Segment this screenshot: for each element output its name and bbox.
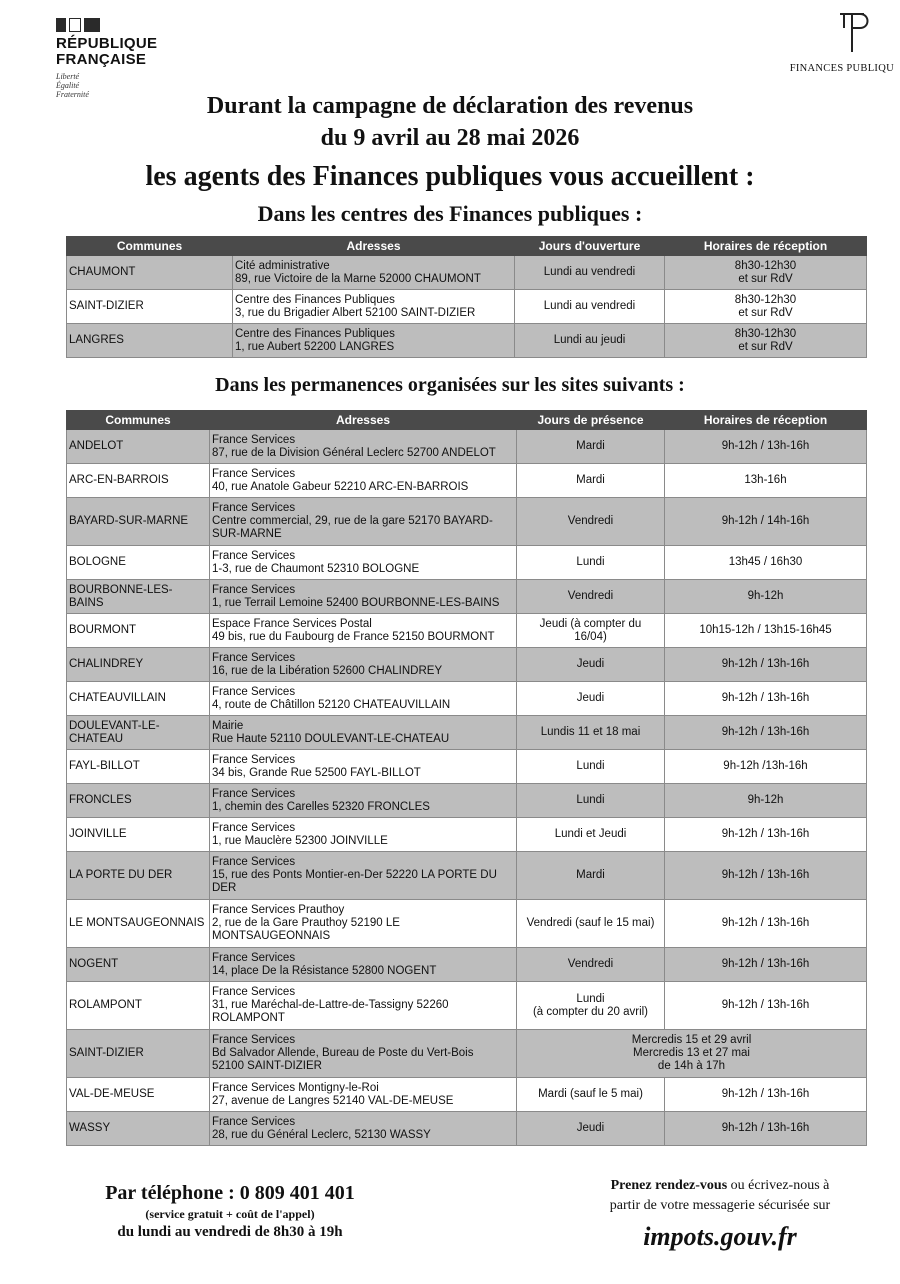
finances-publiques-logo xyxy=(790,10,894,74)
table-row xyxy=(67,648,867,682)
commune-line: CHATEAU xyxy=(69,732,124,745)
commune-cell: CHAUMONT xyxy=(67,256,233,290)
horaires-cell xyxy=(665,290,867,324)
commune-cell: ROLAMPONT xyxy=(67,982,210,1030)
address-line: France Services xyxy=(212,502,296,514)
jours-line: (à compter du 20 avril) xyxy=(532,1005,649,1018)
table-row xyxy=(67,464,867,498)
address-cell xyxy=(210,750,517,784)
jours-cell xyxy=(517,818,665,852)
address-cell xyxy=(210,818,517,852)
address-line: 1, rue Terrail Lemoine 52400 BOURBONNE-LES-BAINS xyxy=(212,596,500,609)
address-line: France Services xyxy=(212,821,296,834)
table-row xyxy=(67,818,867,852)
jours-line: Vendredi xyxy=(567,958,614,970)
jours-line: Jeudi xyxy=(576,1122,605,1134)
address-line: 52100 SAINT-DIZIER xyxy=(212,1060,322,1072)
address-cell xyxy=(210,1030,517,1078)
commune-cell: CHALINDREY xyxy=(67,648,210,682)
address-cell xyxy=(210,1078,517,1112)
address-cell xyxy=(210,982,517,1030)
address-line: 31, rue Maréchal-de-Lattre-de-Tassigny 52260 xyxy=(212,999,449,1011)
phone-number[interactable]: Par téléphone : 0 809 401 401 xyxy=(105,1182,355,1204)
address-line: 1-3, rue de Chaumont 52310 BOLOGNE xyxy=(212,562,420,575)
horaires-line: et sur RdV xyxy=(738,306,793,319)
address-cell xyxy=(210,498,517,546)
horaires-line: et sur RdV xyxy=(738,272,793,285)
address-line: 27, avenue de Langres 52140 VAL-DE-MEUSE xyxy=(212,1094,454,1107)
table-row xyxy=(67,682,867,716)
address-cell xyxy=(210,716,517,750)
commune-cell: BAYARD-SUR-MARNE xyxy=(67,498,210,546)
address-line: Bd Salvador Allende, Bureau de Poste du Vert-Bois xyxy=(212,1047,474,1059)
address-line: 89, rue Victoire de la Marne 52000 CHAUMONT xyxy=(235,272,481,285)
address-line: France Services xyxy=(212,583,296,596)
commune-cell: VAL-DE-MEUSE xyxy=(67,1078,210,1112)
horaires-cell: 9h-12h / 13h-16h xyxy=(665,682,867,716)
rf-motto-fraternite: Fraternité xyxy=(56,90,89,99)
table-row xyxy=(67,900,867,948)
horaires-cell: 9h-12h / 13h-16h xyxy=(665,852,867,900)
address-line: 14, place De la Résistance 52800 NOGENT xyxy=(212,964,437,977)
col-header-horaires: Horaires de réception xyxy=(665,237,867,256)
address-line: Mairie xyxy=(212,719,244,732)
address-line: France Services xyxy=(212,856,296,868)
address-cell xyxy=(210,648,517,682)
address-line: France Services xyxy=(212,951,296,964)
jours-line: Lundi xyxy=(576,556,605,568)
jours-cell: Lundi au jeudi xyxy=(515,324,665,358)
title-line-1: Durant la campagne de déclaration des revenus xyxy=(206,93,694,119)
commune-cell: CHATEAUVILLAIN xyxy=(67,682,210,716)
address-line: France Services Montigny-le-Roi xyxy=(212,1081,379,1094)
jours-cell xyxy=(517,1078,665,1112)
jours-line: Vendredi xyxy=(567,515,614,527)
table-row xyxy=(67,1112,867,1146)
rdv-bold: Prenez rendez-vous xyxy=(610,1178,728,1193)
jours-cell: Lundi au vendredi xyxy=(515,290,665,324)
commune-cell: SAINT-DIZIER xyxy=(67,1030,210,1078)
jours-cell xyxy=(517,648,665,682)
table-row xyxy=(67,430,867,464)
commune-cell: WASSY xyxy=(67,1112,210,1146)
section-centres-title: Dans les centres des Finances publiques : xyxy=(257,201,643,226)
address-line: France Services xyxy=(212,753,296,766)
horaires-cell xyxy=(665,324,867,358)
horaires-cell: 9h-12h /13h-16h xyxy=(665,750,867,784)
col-header-communes: Communes xyxy=(67,411,210,430)
jours-cell xyxy=(517,682,665,716)
address-line: 40, rue Anatole Gabeur 52210 ARC-EN-BARROIS xyxy=(212,480,469,493)
address-cell xyxy=(210,546,517,580)
horaires-cell xyxy=(665,256,867,290)
jours-cell xyxy=(517,1112,665,1146)
horaires-cell: 13h45 / 16h30 xyxy=(665,546,867,580)
horaires-cell: 10h15-12h / 13h15-16h45 xyxy=(665,614,867,648)
commune-cell: BOURMONT xyxy=(67,614,210,648)
address-line: Rue Haute 52110 DOULEVANT-LE-CHATEAU xyxy=(212,732,450,745)
address-line: France Services xyxy=(212,787,296,800)
table-row xyxy=(67,324,867,358)
commune-line: DOULEVANT-LE- xyxy=(69,719,160,732)
schedule-line: de 14h à 17h xyxy=(657,1060,726,1072)
rdv-rest: ou écrivez-nous à xyxy=(727,1178,830,1193)
schedule-line: Mercredis 13 et 27 mai xyxy=(633,1047,750,1059)
jours-cell xyxy=(517,900,665,948)
table-row xyxy=(67,580,867,614)
address-cell xyxy=(233,290,515,324)
address-line: 4, route de Châtillon 52120 CHATEAUVILLAIN xyxy=(212,698,451,711)
table-row xyxy=(67,784,867,818)
jours-cell xyxy=(517,948,665,982)
address-line: 1, chemin des Carelles 52320 FRONCLES xyxy=(212,800,430,813)
address-cell xyxy=(210,900,517,948)
jours-line: 16/04) xyxy=(574,630,607,643)
title-line-3: les agents des Finances publiques vous accueillent : xyxy=(145,161,755,192)
rf-motto-liberte: Liberté xyxy=(56,72,80,81)
jours-line: Lundi xyxy=(576,794,605,806)
jours-cell xyxy=(517,614,665,648)
address-line: Cité administrative xyxy=(235,259,330,272)
phone-contact xyxy=(60,1180,400,1242)
jours-cell xyxy=(517,852,665,900)
commune-cell: NOGENT xyxy=(67,948,210,982)
col-header-jours: Jours de présence xyxy=(517,411,665,430)
address-cell xyxy=(210,614,517,648)
address-line: 3, rue du Brigadier Albert 52100 SAINT-DIZIER xyxy=(235,306,476,319)
address-cell xyxy=(210,464,517,498)
rf-name-line2: FRANÇAISE xyxy=(56,51,147,68)
jours-line: Lundi xyxy=(576,992,605,1005)
republique-francaise-logo xyxy=(56,18,171,99)
commune-cell: LE MONTSAUGEONNAIS xyxy=(67,900,210,948)
horaires-cell: 9h-12h xyxy=(665,784,867,818)
horaires-cell: 9h-12h / 13h-16h xyxy=(665,716,867,750)
address-line: 16, rue de la Libération 52600 CHALINDREY xyxy=(212,664,443,677)
phone-hours: du lundi au vendredi de 8h30 à 19h xyxy=(117,1224,343,1240)
address-cell xyxy=(210,430,517,464)
jours-line: Lundis 11 et 18 mai xyxy=(540,726,641,738)
address-line: DER xyxy=(212,882,237,894)
jours-cell xyxy=(517,546,665,580)
horaires-cell: 9h-12h / 13h-16h xyxy=(665,430,867,464)
phone-note: (service gratuit + coût de l'appel) xyxy=(145,1207,315,1221)
jours-cell xyxy=(517,750,665,784)
address-cell xyxy=(210,580,517,614)
jours-cell xyxy=(517,464,665,498)
jours-cell xyxy=(517,430,665,464)
merged-schedule-cell xyxy=(517,1030,867,1078)
jours-line: Jeudi xyxy=(576,692,605,704)
permanences-table xyxy=(66,410,867,1146)
address-line: France Services xyxy=(212,1115,296,1128)
table-row xyxy=(67,948,867,982)
address-line: 1, rue Mauclère 52300 JOINVILLE xyxy=(212,834,388,847)
horaires-line: 8h30-12h30 xyxy=(734,327,797,340)
title-line-2: du 9 avril au 28 mai 2026 xyxy=(320,125,580,151)
jours-line: Lundi xyxy=(576,760,605,772)
address-line: France Services xyxy=(212,685,296,698)
commune-cell: ANDELOT xyxy=(67,430,210,464)
address-cell xyxy=(210,852,517,900)
address-line: 15, rue des Ponts Montier-en-Der 52220 LA PORTE DU xyxy=(212,869,497,881)
impots-website-link[interactable]: impots.gouv.fr xyxy=(643,1222,797,1251)
address-line: MONTSAUGEONNAIS xyxy=(212,930,331,942)
jours-cell xyxy=(517,982,665,1030)
address-line: Centre des Finances Publiques xyxy=(235,293,395,306)
section-permanences-title: Dans les permanences organisées sur les sites suivants : xyxy=(215,374,685,396)
jours-cell xyxy=(517,784,665,818)
commune-cell: FAYL-BILLOT xyxy=(67,750,210,784)
address-line: Centre des Finances Publiques xyxy=(235,327,395,340)
table-row xyxy=(67,750,867,784)
horaires-line: 8h30-12h30 xyxy=(734,259,797,272)
table-row xyxy=(67,982,867,1030)
jours-line: Mardi xyxy=(576,474,605,486)
jours-cell xyxy=(517,716,665,750)
jours-cell: Lundi au vendredi xyxy=(515,256,665,290)
address-line: France Services Prauthoy xyxy=(212,904,345,916)
address-line: 49 bis, rue du Faubourg de France 52150 BOURMONT xyxy=(212,630,495,643)
address-line: 34 bis, Grande Rue 52500 FAYL-BILLOT xyxy=(212,766,421,779)
horaires-cell: 9h-12h / 13h-16h xyxy=(665,982,867,1030)
address-line: Espace France Services Postal xyxy=(212,617,372,630)
finances-publiques-mark-icon xyxy=(834,10,874,54)
table-row xyxy=(67,498,867,546)
jours-line: Jeudi (à compter du xyxy=(539,617,642,630)
address-cell xyxy=(210,682,517,716)
horaires-cell: 9h-12h / 13h-16h xyxy=(665,1078,867,1112)
jours-line: Mardi (sauf le 5 mai) xyxy=(538,1088,643,1100)
jours-line: Vendredi (sauf le 15 mai) xyxy=(526,917,655,929)
table-row xyxy=(67,546,867,580)
finances-publiques-name: FINANCES PUBLIQU xyxy=(789,63,894,74)
commune-cell: FRONCLES xyxy=(67,784,210,818)
address-cell xyxy=(210,784,517,818)
address-cell xyxy=(233,256,515,290)
commune-cell: JOINVILLE xyxy=(67,818,210,852)
address-line: France Services xyxy=(212,433,296,446)
centres-table xyxy=(66,236,867,358)
address-line: 28, rue du Général Leclerc, 52130 WASSY xyxy=(212,1128,431,1141)
col-header-horaires: Horaires de réception xyxy=(665,411,867,430)
commune-cell: LANGRES xyxy=(67,324,233,358)
table-row xyxy=(67,852,867,900)
jours-cell xyxy=(517,580,665,614)
address-cell xyxy=(233,324,515,358)
col-header-adresses: Adresses xyxy=(233,237,515,256)
jours-line: Lundi et Jeudi xyxy=(554,828,627,840)
table-row xyxy=(67,1030,867,1078)
commune-cell xyxy=(67,716,210,750)
horaires-cell: 9h-12h / 13h-16h xyxy=(665,900,867,948)
address-cell xyxy=(210,948,517,982)
commune-cell: BOURBONNE-LES-BAINS xyxy=(67,580,210,614)
table-row xyxy=(67,1078,867,1112)
horaires-cell: 9h-12h / 13h-16h xyxy=(665,818,867,852)
jours-line: Vendredi xyxy=(567,590,614,602)
horaires-line: et sur RdV xyxy=(738,340,793,353)
horaires-cell: 9h-12h / 14h-16h xyxy=(665,498,867,546)
jours-cell xyxy=(517,498,665,546)
address-line: 87, rue de la Division Général Leclerc 52700 ANDELOT xyxy=(212,446,496,459)
jours-line: Jeudi xyxy=(576,658,605,670)
commune-cell: BOLOGNE xyxy=(67,546,210,580)
table-row xyxy=(67,716,867,750)
address-line: France Services xyxy=(212,467,296,480)
commune-cell: ARC-EN-BARROIS xyxy=(67,464,210,498)
horaires-cell: 9h-12h / 13h-16h xyxy=(665,1112,867,1146)
address-line: France Services xyxy=(212,549,296,562)
online-contact xyxy=(560,1176,880,1254)
commune-cell: LA PORTE DU DER xyxy=(67,852,210,900)
rdv-line2: partir de votre messagerie sécurisée sur xyxy=(609,1198,831,1213)
address-line: France Services xyxy=(212,651,296,664)
address-cell xyxy=(210,1112,517,1146)
address-line: SUR-MARNE xyxy=(212,528,282,540)
rf-motto-egalite: Égalité xyxy=(56,81,80,90)
horaires-cell: 9h-12h xyxy=(665,580,867,614)
horaires-line: 8h30-12h30 xyxy=(734,293,797,306)
table-row xyxy=(67,256,867,290)
jours-line: Mardi xyxy=(576,869,605,881)
horaires-cell: 13h-16h xyxy=(665,464,867,498)
jours-line: Mardi xyxy=(576,440,605,452)
horaires-cell: 9h-12h / 13h-16h xyxy=(665,948,867,982)
rf-name-line1: RÉPUBLIQUE xyxy=(56,35,158,52)
marianne-flag-icon xyxy=(56,18,171,32)
table-row xyxy=(67,614,867,648)
address-line: France Services xyxy=(212,1034,296,1046)
horaires-cell: 9h-12h / 13h-16h xyxy=(665,648,867,682)
address-line: France Services xyxy=(212,986,296,998)
table-row xyxy=(67,290,867,324)
commune-cell: SAINT-DIZIER xyxy=(67,290,233,324)
schedule-line: Mercredis 15 et 29 avril xyxy=(631,1034,752,1046)
address-line: Centre commercial, 29, rue de la gare 52170 BAYARD- xyxy=(212,515,493,527)
address-line: 2, rue de la Gare Prauthoy 52190 LE xyxy=(212,917,400,929)
address-line: 1, rue Aubert 52200 LANGRES xyxy=(235,340,395,353)
col-header-communes: Communes xyxy=(67,237,233,256)
col-header-adresses: Adresses xyxy=(210,411,517,430)
address-line: ROLAMPONT xyxy=(212,1012,285,1024)
col-header-jours: Jours d'ouverture xyxy=(515,237,665,256)
